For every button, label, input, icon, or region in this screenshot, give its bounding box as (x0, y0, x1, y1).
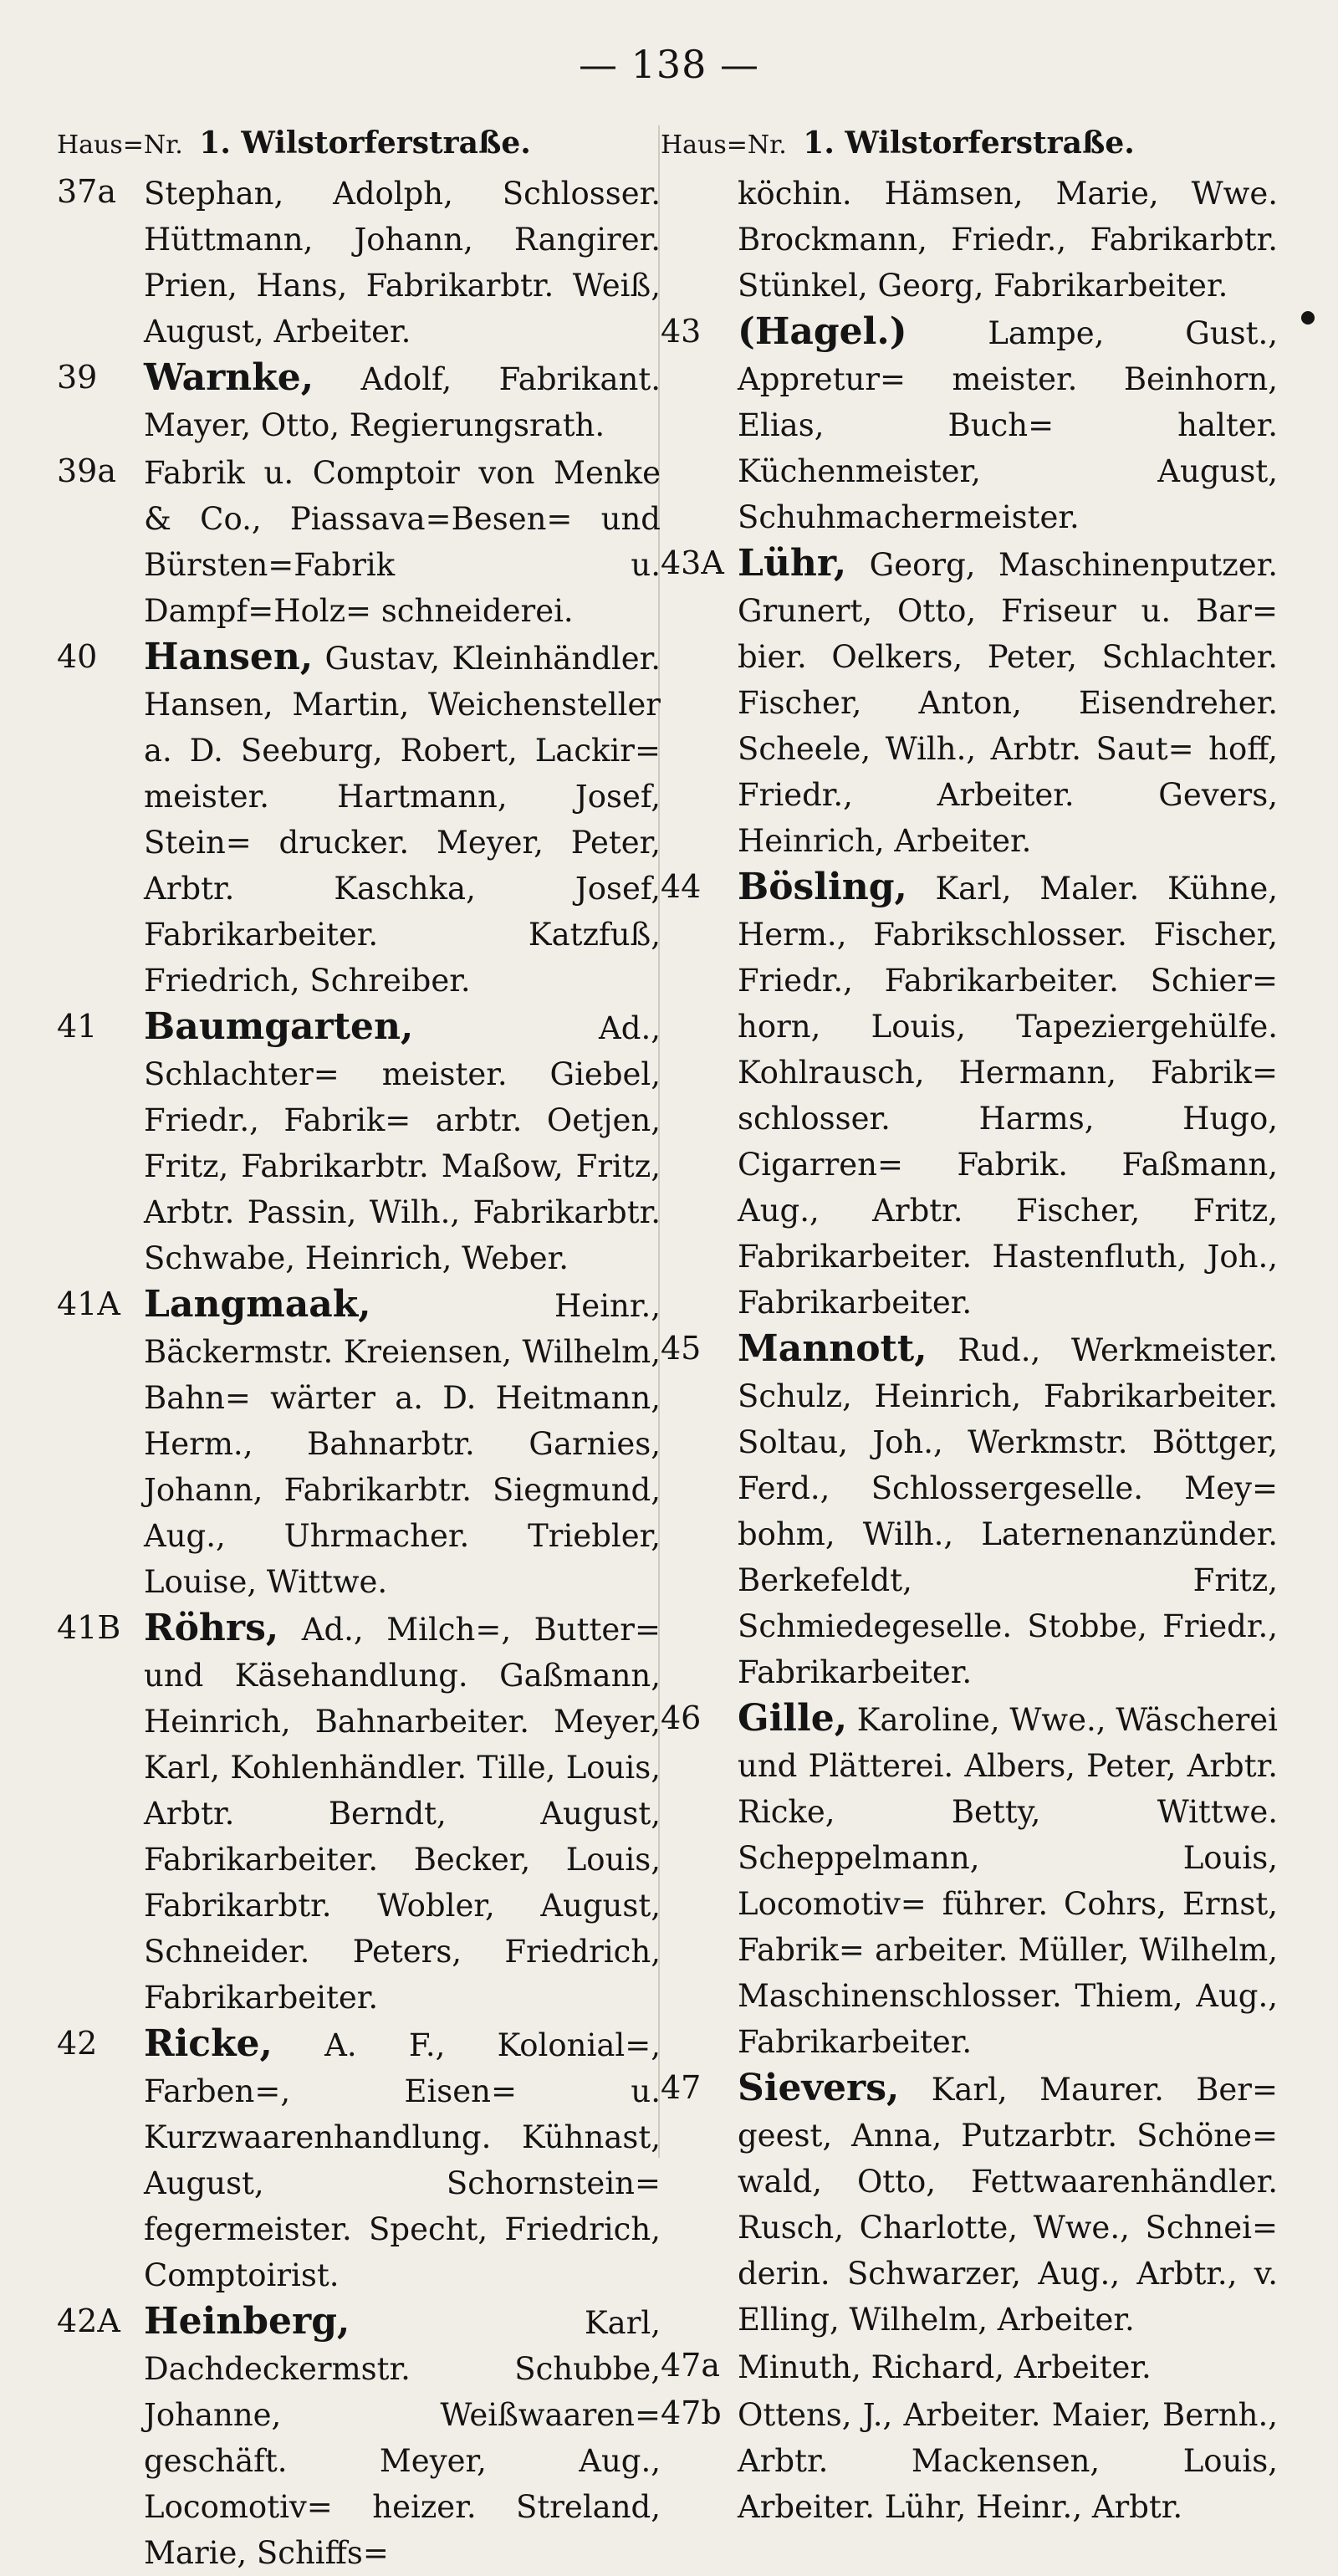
street-name: 1. Wilstorferstraße. (199, 125, 531, 161)
lead-name: Gille, (738, 1697, 848, 1740)
entry-body: Fabrik u. Comptoir von Menke & Co., Piassava=Besen= und Bürsten=Fabrik u. Dampf=Holz= schneiderei. (144, 455, 661, 629)
entry-body: Karoline, Wwe., Wäscherei und Plätterei. Albers, Peter, Arbtr. Ricke, Betty, Wittwe. Scheppelmann, Louis, Locomotiv= führer. Cohrs, Ernst, Fabrik= arbeiter. Müller, Wilhelm, Maschinenschlosser. Thiem, Aug., Fabrikarbeiter. (738, 1702, 1278, 2060)
house-number: 42 (57, 2025, 98, 2062)
residents-text (738, 309, 1278, 540)
directory-entry (661, 309, 1278, 540)
residents-text (738, 2065, 1278, 2343)
house-number: 39a (57, 452, 117, 489)
lead-name: Baumgarten, (144, 1005, 414, 1048)
house-number: 40 (57, 638, 98, 675)
entry-body: Lampe, Gust., Appretur= meister. Beinhorn, Elias, Buch= halter. Küchenmeister, August, Schuhmachermeister. (738, 315, 1278, 535)
residents-text (738, 540, 1278, 864)
margin-mark (1301, 311, 1315, 325)
lead-name: Röhrs, (144, 1607, 279, 1649)
left-column-header (57, 117, 661, 169)
directory-entry (661, 2390, 1278, 2530)
directory-entry (57, 634, 661, 1004)
residents-text (738, 169, 1278, 309)
residents-text (144, 1281, 661, 1605)
lead-name: Hansen, (144, 636, 314, 678)
house-number: 39 (57, 359, 98, 396)
house-number: 46 (661, 1699, 702, 1736)
residents-text (738, 1326, 1278, 1695)
entry-body: Gustav, Kleinhändler. Hansen, Martin, Weichensteller a. D. Seeburg, Robert, Lackir= meister. Hartmann, Josef, Stein= drucker. Meyer, Peter, Arbtr. Kaschka, Josef, Fabrikarbeiter. Katzfuß, Friedrich, Schreiber. (144, 641, 661, 999)
directory-entry (661, 2065, 1278, 2343)
lead-name: Ricke, (144, 2022, 273, 2065)
lead-name: Heinberg, (144, 2300, 350, 2343)
right-entries (661, 169, 1278, 2530)
directory-entry (661, 1695, 1278, 2065)
house-number: 47b (661, 2395, 722, 2431)
house-number: 47a (661, 2347, 721, 2384)
entry-body: Adolf, Fabrikant. Mayer, Otto, Regierungsrath. (144, 361, 661, 443)
lead-name: Langmaak, (144, 1283, 371, 1326)
entry-body: Karl, Dachdeckermstr. Schubbe, Johanne, Weißwaaren= geschäft. Meyer, Aug., Locomotiv= heizer. Streland, Marie, Schiffs= (144, 2305, 661, 2571)
house-number: 41B (57, 1609, 121, 1646)
residents-text (738, 2390, 1278, 2530)
house-number: 43 (661, 313, 702, 350)
lead-name: Bösling, (738, 866, 907, 908)
entry-body: Ad., Schlachter= meister. Giebel, Friedr., Fabrik= arbtr. Oetjen, Fritz, Fabrikarbtr. Maßow, Fritz, Arbtr. Passin, Wilh., Fabrikarbtr. Schwabe, Heinrich, Weber. (144, 1010, 661, 1276)
house-number: 41 (57, 1008, 98, 1045)
residents-text (144, 1605, 661, 2021)
house-number: 47 (661, 2069, 702, 2106)
residents-text (738, 1695, 1278, 2065)
house-number: 42A (57, 2303, 120, 2339)
entry-body: Rud., Werkmeister. Schulz, Heinrich, Fabrikarbeiter. Soltau, Joh., Werkmstr. Böttger, Ferd., Schlossergeselle. Mey= bohm, Wilh., Laternenanzünder. Berkefeldt, Fritz, Schmiedegeselle. Stobbe, Friedr., Fabrikarbeiter. (738, 1332, 1278, 1690)
house-number: 45 (661, 1330, 702, 1367)
entry-body: Minuth, Richard, Arbeiter. (738, 2349, 1152, 2385)
directory-entry (57, 2298, 661, 2576)
entry-body: köchin. Hämsen, Marie, Wwe. Brockmann, Friedr., Fabrikarbtr. Stünkel, Georg, Fabrikarbeiter. (738, 176, 1278, 304)
residents-text (144, 169, 661, 355)
lead-name: Mannott, (738, 1327, 927, 1370)
residents-text (738, 2343, 1278, 2390)
entry-body: Georg, Maschinenputzer. Grunert, Otto, Friseur u. Bar= bier. Oelkers, Peter, Schlachter. Fischer, Anton, Eisendreher. Scheele, Wilh., Arbtr. Saut= hoff, Friedr., Arbeiter. Gevers, Heinrich, Arbeiter. (738, 547, 1278, 859)
residents-text (144, 634, 661, 1004)
lead-name: Sievers, (738, 2067, 900, 2109)
directory-entry (661, 864, 1278, 1326)
directory-entry (57, 1281, 661, 1605)
entry-body: Stephan, Adolph, Schlosser. Hüttmann, Johann, Rangirer. Prien, Hans, Fabrikarbtr. Weiß, August, Arbeiter. (144, 176, 661, 350)
directory-entry (661, 540, 1278, 864)
house-number: 37a (57, 173, 117, 210)
house-number: 41A (57, 1285, 120, 1322)
street-name: 1. Wilstorferstraße. (803, 125, 1135, 161)
directory-entry (57, 448, 661, 634)
house-number: 43A (661, 544, 724, 581)
left-column (57, 117, 661, 2576)
house-number: 44 (661, 868, 702, 905)
directory-entry (57, 169, 661, 355)
entry-body: Karl, Maurer. Ber= geest, Anna, Putzarbtr. Schöne= wald, Otto, Fettwaarenhändler. Rusch, Charlotte, Wwe., Schnei= derin. Schwarzer, Aug., Arbtr., v. Elling, Wilhelm, Arbeiter. (738, 2072, 1278, 2338)
house-number-label: Haus=Nr. (661, 130, 787, 160)
residents-text (144, 2298, 661, 2576)
entry-body: A. F., Kolonial=, Farben=, Eisen= u. Kurzwaarenhandlung. Kühnast, August, Schornstein= fegermeister. Specht, Friedrich, Comptoirist. (144, 2027, 661, 2293)
directory-entry (57, 1004, 661, 1281)
lead-name: Warnke, (144, 356, 314, 399)
directory-entry (661, 2343, 1278, 2390)
lead-name: (Hagel.) (738, 310, 907, 353)
entry-body: Ad., Milch=, Butter= und Käsehandlung. Gaßmann, Heinrich, Bahnarbeiter. Meyer, Karl, Kohlenhändler. Tille, Louis, Arbtr. Berndt, August, Fabrikarbeiter. Becker, Louis, Fabrikarbtr. Wobler, August, Schneider. Peters, Friedrich, Fabrikarbeiter. (144, 1612, 661, 2016)
directory-entry (661, 1326, 1278, 1695)
entry-body: Karl, Maler. Kühne, Herm., Fabrikschlosser. Fischer, Friedr., Fabrikarbeiter. Schier= horn, Louis, Tapeziergehülfe. Kohlrausch, Hermann, Fabrik= schlosser. Harms, Hugo, Cigarren= Fabrik. Faßmann, Aug., Arbtr. Fischer, Fritz, Fabrikarbeiter. Hastenfluth, Joh., Fabrikarbeiter. (738, 871, 1278, 1321)
directory-entry (661, 169, 1278, 309)
right-column (661, 117, 1278, 2530)
residents-text (144, 448, 661, 634)
right-column-header (661, 117, 1278, 169)
house-number-label: Haus=Nr. (57, 130, 183, 160)
directory-entry (57, 1605, 661, 2021)
page-number: — 138 — (578, 42, 760, 87)
residents-text (144, 355, 661, 448)
residents-text (738, 864, 1278, 1326)
directory-entry (57, 2021, 661, 2298)
residents-text (144, 1004, 661, 1281)
entry-body: Heinr., Bäckermstr. Kreiensen, Wilhelm, Bahn= wärter a. D. Heitmann, Herm., Bahnarbtr. Garnies, Johann, Fabrikarbtr. Siegmund, Aug., Uhrmacher. Triebler, Louise, Wittwe. (144, 1288, 661, 1600)
left-entries (57, 169, 661, 2576)
directory-entry (57, 355, 661, 448)
entry-body: Ottens, J., Arbeiter. Maier, Bernh., Arbtr. Mackensen, Louis, Arbeiter. Lühr, Heinr., Arbtr. (738, 2397, 1278, 2525)
residents-text (144, 2021, 661, 2298)
lead-name: Lühr, (738, 542, 847, 585)
